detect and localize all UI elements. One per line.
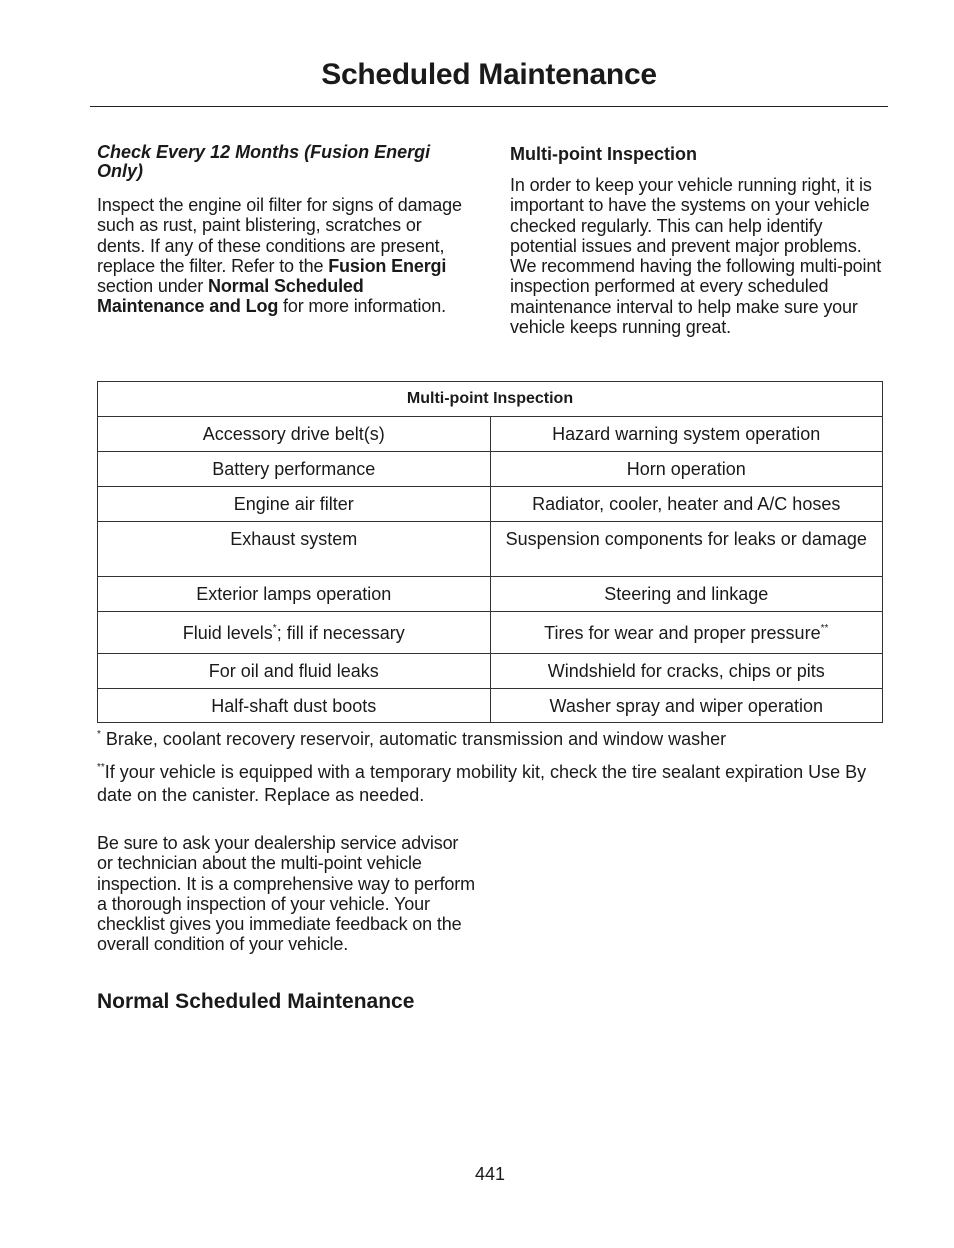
table-cell-right: Washer spray and wiper operation xyxy=(490,689,883,723)
normal-maintenance-ref: Normal Scheduled Maintenance and Log xyxy=(97,276,364,317)
table-cell-left: For oil and fluid leaks xyxy=(98,654,491,689)
oil-filter-text-2: section under xyxy=(97,276,208,297)
title-divider xyxy=(90,106,888,107)
table-row xyxy=(98,452,883,487)
oil-filter-text-1: Inspect the engine oil filter for signs of damage such as rust, paint blistering, scratches or dents. If any of these conditions are present, replace the filter. Refer to the xyxy=(97,195,462,276)
table-cell-left: Accessory drive belt(s) xyxy=(98,417,491,452)
table-row xyxy=(98,577,883,612)
table-cell-right xyxy=(490,612,883,654)
page-title: Scheduled Maintenance xyxy=(321,58,657,91)
table-row xyxy=(98,487,883,522)
table-header: Multi-point Inspection xyxy=(98,382,883,417)
table-cell-right: Hazard warning system operation xyxy=(490,417,883,452)
multipoint-paragraph: In order to keep your vehicle running right, it is important to have the systems on your vehicle checked regularly. This can help identify potential issues and prevent major problems. We recommend having the following multi-point inspection performed at every scheduled maintenance interval to help make sure your vehicle keeps running great. xyxy=(510,175,882,338)
footnote-marker: ** xyxy=(820,622,829,634)
table-cell-left: Exhaust system xyxy=(98,522,491,577)
fluid-levels-text: Fluid levels xyxy=(182,622,273,643)
fill-text: ; fill if necessary xyxy=(276,622,405,643)
tires-text: Tires for wear and proper pressure xyxy=(544,622,821,643)
footnote-marker: * xyxy=(272,622,277,634)
table-row xyxy=(98,654,883,689)
table-cell-right: Windshield for cracks, chips or pits xyxy=(490,654,883,689)
table-header-row xyxy=(98,382,883,417)
table-cell-right: Steering and linkage xyxy=(490,577,883,612)
footnote-double-star xyxy=(97,761,897,807)
table-cell-left xyxy=(98,612,491,654)
fusion-energi-link-text: Fusion Energi xyxy=(328,255,447,276)
inspection-table xyxy=(97,381,883,723)
table-cell-left: Battery performance xyxy=(98,452,491,487)
table-cell-left: Half-shaft dust boots xyxy=(98,689,491,723)
table-row xyxy=(98,689,883,723)
oil-filter-paragraph xyxy=(97,195,472,317)
footnote-text: If your vehicle is equipped with a temporary mobility kit, check the tire sealant expiration Use By date on the canister. Replace as needed. xyxy=(97,762,867,805)
oil-filter-text-3: for more information. xyxy=(278,296,446,317)
page-number: 441 xyxy=(474,1164,506,1184)
table-cell-right: Suspension components for leaks or damage xyxy=(490,522,883,577)
right-column xyxy=(510,143,885,337)
table-cell-left: Engine air filter xyxy=(98,487,491,522)
footnote-marker: * xyxy=(97,729,101,740)
fusion-energi-heading: Check Every 12 Months (Fusion Energi Only) xyxy=(97,142,431,181)
table-cell-right: Radiator, cooler, heater and A/C hoses xyxy=(490,487,883,522)
table-cell-right: Horn operation xyxy=(490,452,883,487)
table-row xyxy=(98,522,883,577)
footnote-text: Brake, coolant recovery reservoir, automatic transmission and window washer xyxy=(100,729,727,749)
table-cell-left: Exterior lamps operation xyxy=(98,577,491,612)
table-row xyxy=(98,417,883,452)
left-column xyxy=(97,143,472,317)
dealership-paragraph: Be sure to ask your dealership service advisor or technician about the multi-point vehicle inspection. It is a comprehensive way to perform a thorough inspection of your vehicle. Your checklist gives you immediate feedback on the overall condition of your vehicle. xyxy=(97,833,475,955)
footnote-marker: ** xyxy=(97,762,105,773)
normal-maintenance-heading: Normal Scheduled Maintenance xyxy=(97,990,415,1013)
multipoint-heading: Multi-point Inspection xyxy=(510,144,697,164)
footnote-single-star xyxy=(97,728,897,751)
table-row xyxy=(98,612,883,654)
